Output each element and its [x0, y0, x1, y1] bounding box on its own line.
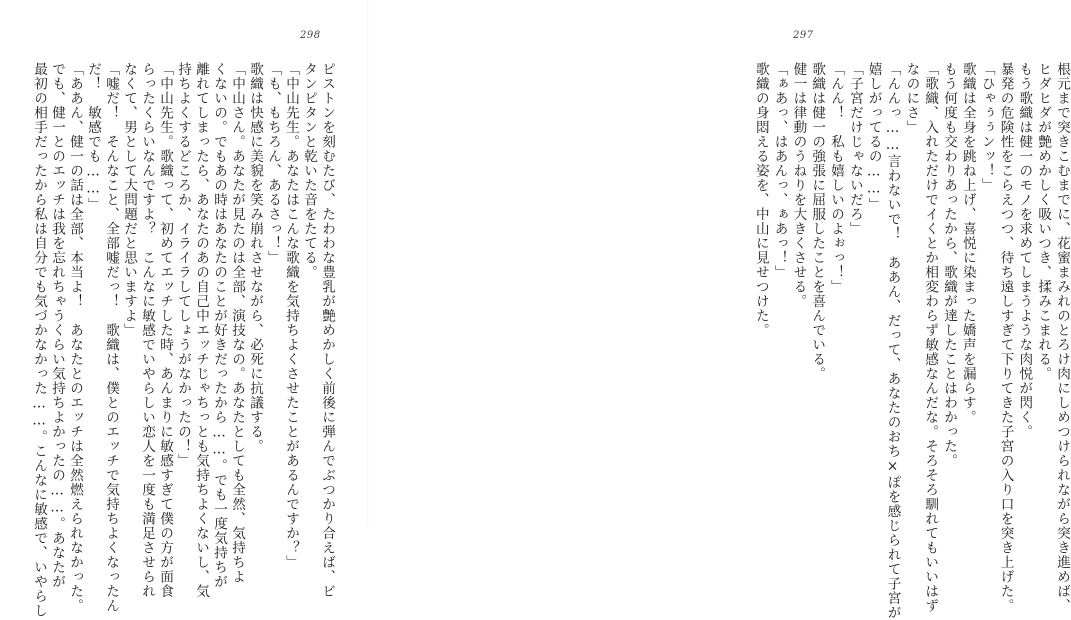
- text-line: でも、健一とのエッチは我を忘れちゃうくらい気持ちよかったの……。あなたが: [49, 62, 65, 589]
- text-line: らったくらいなんですよ？ こんなに敏感でいやらしい恋人を一度も満足させられ: [139, 62, 155, 599]
- text-line: 「中山さん。あなたが見たのは全部、演技なの。あなたとしても全然、気持ちよ: [229, 62, 245, 584]
- text-line: 「んん！ 私も嬉しいのよぉっ！」: [828, 62, 845, 294]
- text-line: なくて、男として大問題だと思いますよ」: [121, 62, 137, 338]
- text-line: 「ぁあっ、はあんっ、ぁあっ！」: [771, 62, 788, 280]
- right-page: [368, 0, 1070, 620]
- text-line: 根元まで突きこむまでに、花蜜まみれのとろけ肉にしめつけられながら突き進めば、: [1054, 62, 1070, 613]
- text-line: なのにさ」: [903, 62, 920, 135]
- text-line: 持ちよくするどころか、イライラしてしょうがなかったの！」: [175, 62, 191, 468]
- left-page: [0, 0, 368, 618]
- text-line: 歌織は健一の強張に屈服したことを喜んでいる。: [809, 62, 826, 381]
- text-line: だ！ 敏感でも……」: [85, 62, 101, 212]
- page-number-right: 297: [793, 30, 814, 41]
- text-line: ピストンを刻むたび、たわわな豊乳が艶めかしく前後に弾んでぶつかり合えば、ビ: [319, 62, 335, 599]
- text-line: 「んんっ……言わないで！ ああん、だって、あなたのおち×ぽを感じられて子宮が: [884, 62, 901, 620]
- text-line: 健一は律動のうねりを大きくさせる。: [790, 62, 807, 309]
- text-line: 離れてしまったら、あなたのあの自己中エッチじゃちっとも気持ちよくないし、気: [193, 62, 209, 599]
- right-page-text: [751, 62, 1071, 620]
- text-line: 「ひゃぅぅンッ！」: [978, 62, 995, 193]
- text-line: タンピタンと乾いた音をたてる。: [301, 62, 317, 280]
- text-line: 「も、もちろん、あるさっ！」: [265, 62, 281, 265]
- left-page-text: [31, 62, 336, 618]
- text-line: 嬉しがってるの……」: [865, 62, 882, 212]
- text-line: 「中山先生。あなたはこんな歌織を気持ちよくさせたことがあるんですか？」: [283, 62, 299, 570]
- text-line: 「ああん、健一の話は全部、本当よ！ あなたとのエッチは全然燃えられなかった。: [67, 62, 83, 613]
- text-line: 最初の相手だったから私は自分でも気づかなかった……。こんなに敏感で、いやらし: [31, 62, 47, 618]
- text-line: 「子宮だけじゃないだろ」: [846, 62, 863, 236]
- text-line: 「中山先生。歌織って、初めてエッチした時、あんまりに敏感すぎて僕の方が面食: [157, 62, 173, 599]
- text-line: 歌織は快感に美貌を笑み崩れさせながら、必死に抗議する。: [247, 62, 263, 454]
- text-line: 暴発の危険性をこらえつつ、待ち遠しすぎて下りてきた子宮の入り口を突き上げた。: [997, 62, 1014, 613]
- text-line: もう歌織は健一のモノを求めてしまうような肉悦が閃く。: [1016, 62, 1033, 439]
- text-line: もう何度も交わりあったから、歌織が達したことはわかった。: [941, 62, 958, 468]
- text-line: 「嘘だ！ そんなこと、全部嘘だっ！ 歌織は、僕とのエッチで気持ちよくなったん: [103, 62, 119, 613]
- text-line: 歌織は全身を跳ね上げ、喜悦に染まった嬌声を漏らす。: [959, 62, 976, 425]
- page-number-left: 298: [300, 30, 321, 41]
- text-line: くないの。でもあの時はあなたのことが好きだったから……。でも一度気持ちが: [211, 62, 227, 589]
- text-line: 「歌織、入れただけでイくとか相変わらず敏感なんだな。そろそろ馴れてもいいはず: [922, 62, 939, 613]
- text-line: ヒダヒダが艶めかしく吸いつき、揉みこまれる。: [1035, 62, 1052, 381]
- text-line: 歌織の身悶える姿を、中山に見せつけた。: [752, 62, 769, 338]
